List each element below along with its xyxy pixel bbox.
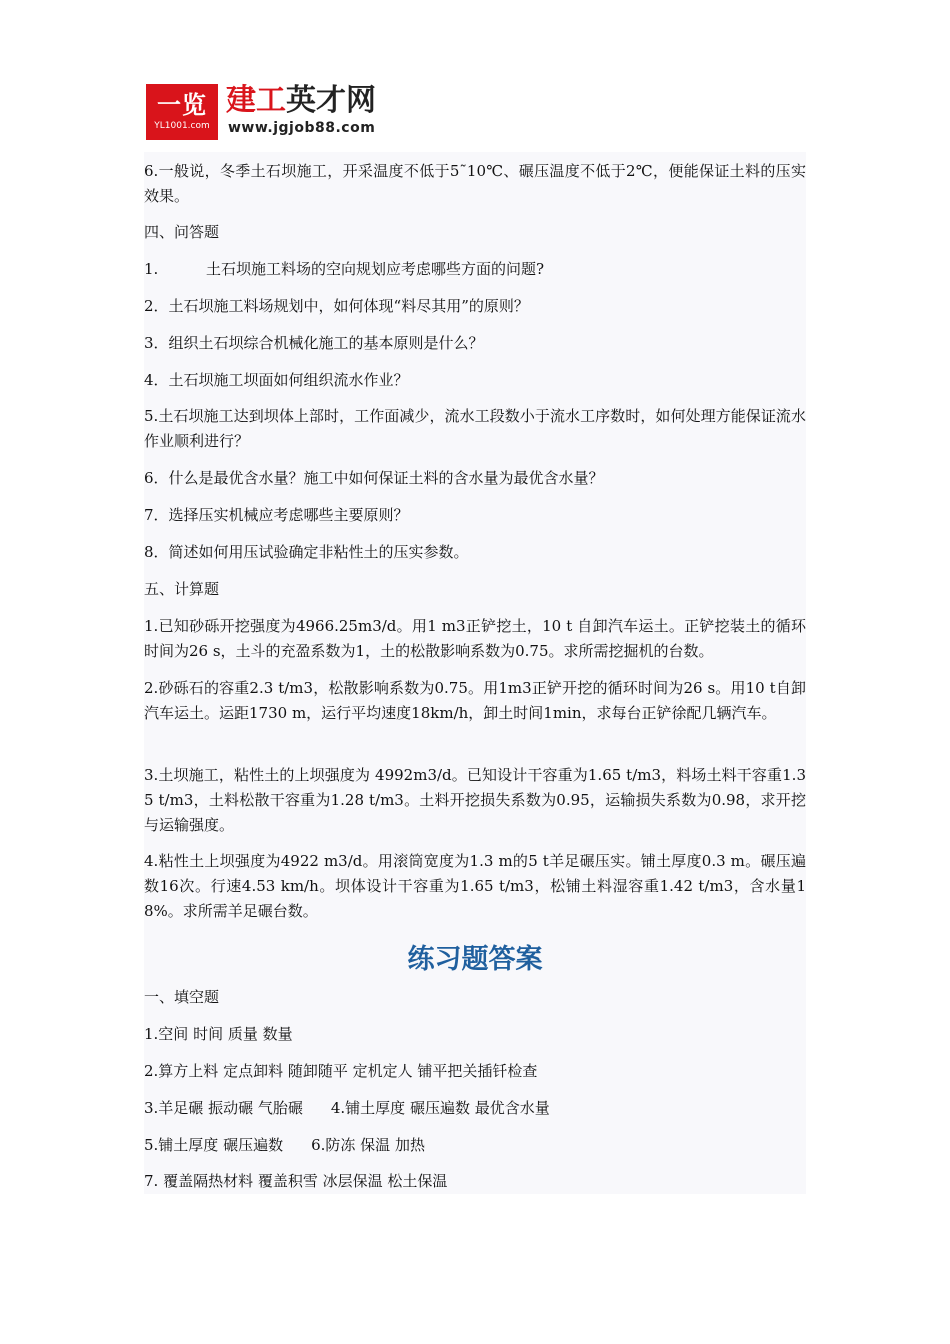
site-logo[interactable] xyxy=(146,84,396,142)
fill-question-6: 6.一般说，冬季土石坝施工，开采温度不低于5˜10℃、碾压温度不低于2℃，便能保证土料的压实效果。 xyxy=(144,162,806,205)
section-heading-calc: 五、计算题 xyxy=(144,580,220,598)
qa-question-1 xyxy=(144,257,806,282)
logo-name-dark: 英才网 xyxy=(286,83,376,118)
fill-answer-5: 5.铺土厚度 碾压遍数 xyxy=(144,1136,284,1154)
fill-answer-7: 7. 覆盖隔热材料 覆盖积雪 冰层保温 松土保温 xyxy=(144,1172,448,1190)
fill-answers-5-6 xyxy=(144,1133,806,1158)
document-content xyxy=(144,152,806,1194)
calc-problem-4: 4.粘性土上坝强度为4922 m3/d。用滚筒宽度为1.3 m的5 t羊足碾压实。铺土厚度0.3 m。碾压遍数16次。行速4.53 km/h。坝体设计干容重为1.65 t/m3，松铺土料湿容重1.42 t/m3，含水量18%。求所需羊足碾台数。 xyxy=(144,852,806,920)
fill-answer-6: 6.防冻 保温 加热 xyxy=(311,1136,425,1154)
logo-url: www.jgjob88.com xyxy=(228,120,376,136)
answers-title: 练习题答案 xyxy=(407,944,543,975)
qa-question-1-text: 土石坝施工料场的空向规划应考虑哪些方面的问题? xyxy=(206,260,545,278)
logo-badge xyxy=(146,84,218,140)
section-heading-fill-answers: 一、填空题 xyxy=(144,988,220,1006)
qa-question-5: 5.土石坝施工达到坝体上部时，工作面减少，流水工段数小于流水工序数时，如何处理方能保证流水作业顺利进行？ xyxy=(144,407,806,450)
qa-question-4: 4．土石坝施工坝面如何组织流水作业？ xyxy=(144,371,409,389)
calc-problem-2: 2.砂砾石的容重2.3 t/m3，松散影响系数为0.75。用1m3正铲开挖的循环时间为26 s。用10 t自卸汽车运土。运距1730 m，运行平均速度18km/h，卸土时间1min，求每台正铲徐配几辆汽车。 xyxy=(144,679,806,722)
logo-badge-domain: YL1001.com xyxy=(154,121,210,131)
qa-question-8: 8．简述如何用压试验确定非粘性土的压实参数。 xyxy=(144,543,469,561)
fill-answers-3-4 xyxy=(144,1096,806,1121)
logo-name-red: 建工 xyxy=(226,83,286,118)
qa-question-2: 2．土石坝施工料场规划中，如何体现“料尽其用”的原则？ xyxy=(144,297,529,315)
qa-question-6: 6．什么是最优含水量？施工中如何保证土料的含水量为最优含水量？ xyxy=(144,469,604,487)
fill-answer-4: 4.铺土厚度 碾压遍数 最优含水量 xyxy=(330,1099,550,1117)
qa-question-3: 3．组织土石坝综合机械化施工的基本原则是什么？ xyxy=(144,334,484,352)
calc-problem-1: 1.已知砂砾开挖强度为4966.25m3/d。用1 m3正铲挖土，10 t 自卸汽车运土。正铲挖装土的循环时间为26 s，土斗的充盈系数为1，土的松散影响系数为0.75。求所需挖掘机的台数。 xyxy=(144,617,806,660)
fill-answer-3: 3.羊足碾 振动碾 气胎碾 xyxy=(144,1099,303,1117)
qa-question-1-number: 1. xyxy=(144,260,159,278)
calc-problem-3: 3.土坝施工，粘性土的上坝强度为 4992m3/d。已知设计干容重为1.65 t/m3，料场土料干容重1.35 t/m3，土料松散干容重为1.28 t/m3。土料开挖损失系数为0.95，运输损失系数为0.98，求开挖与运输强度。 xyxy=(144,766,806,834)
fill-answer-2: 2.算方上料 定点卸料 随卸随平 定机定人 铺平把关插钎检查 xyxy=(144,1062,538,1080)
section-heading-qa: 四、问答题 xyxy=(144,223,220,241)
fill-answer-1: 1.空间 时间 质量 数量 xyxy=(144,1025,293,1043)
qa-question-7: 7．选择压实机械应考虑哪些主要原则？ xyxy=(144,506,409,524)
logo-site-name xyxy=(226,84,376,118)
logo-badge-text: 一览 xyxy=(157,91,207,119)
